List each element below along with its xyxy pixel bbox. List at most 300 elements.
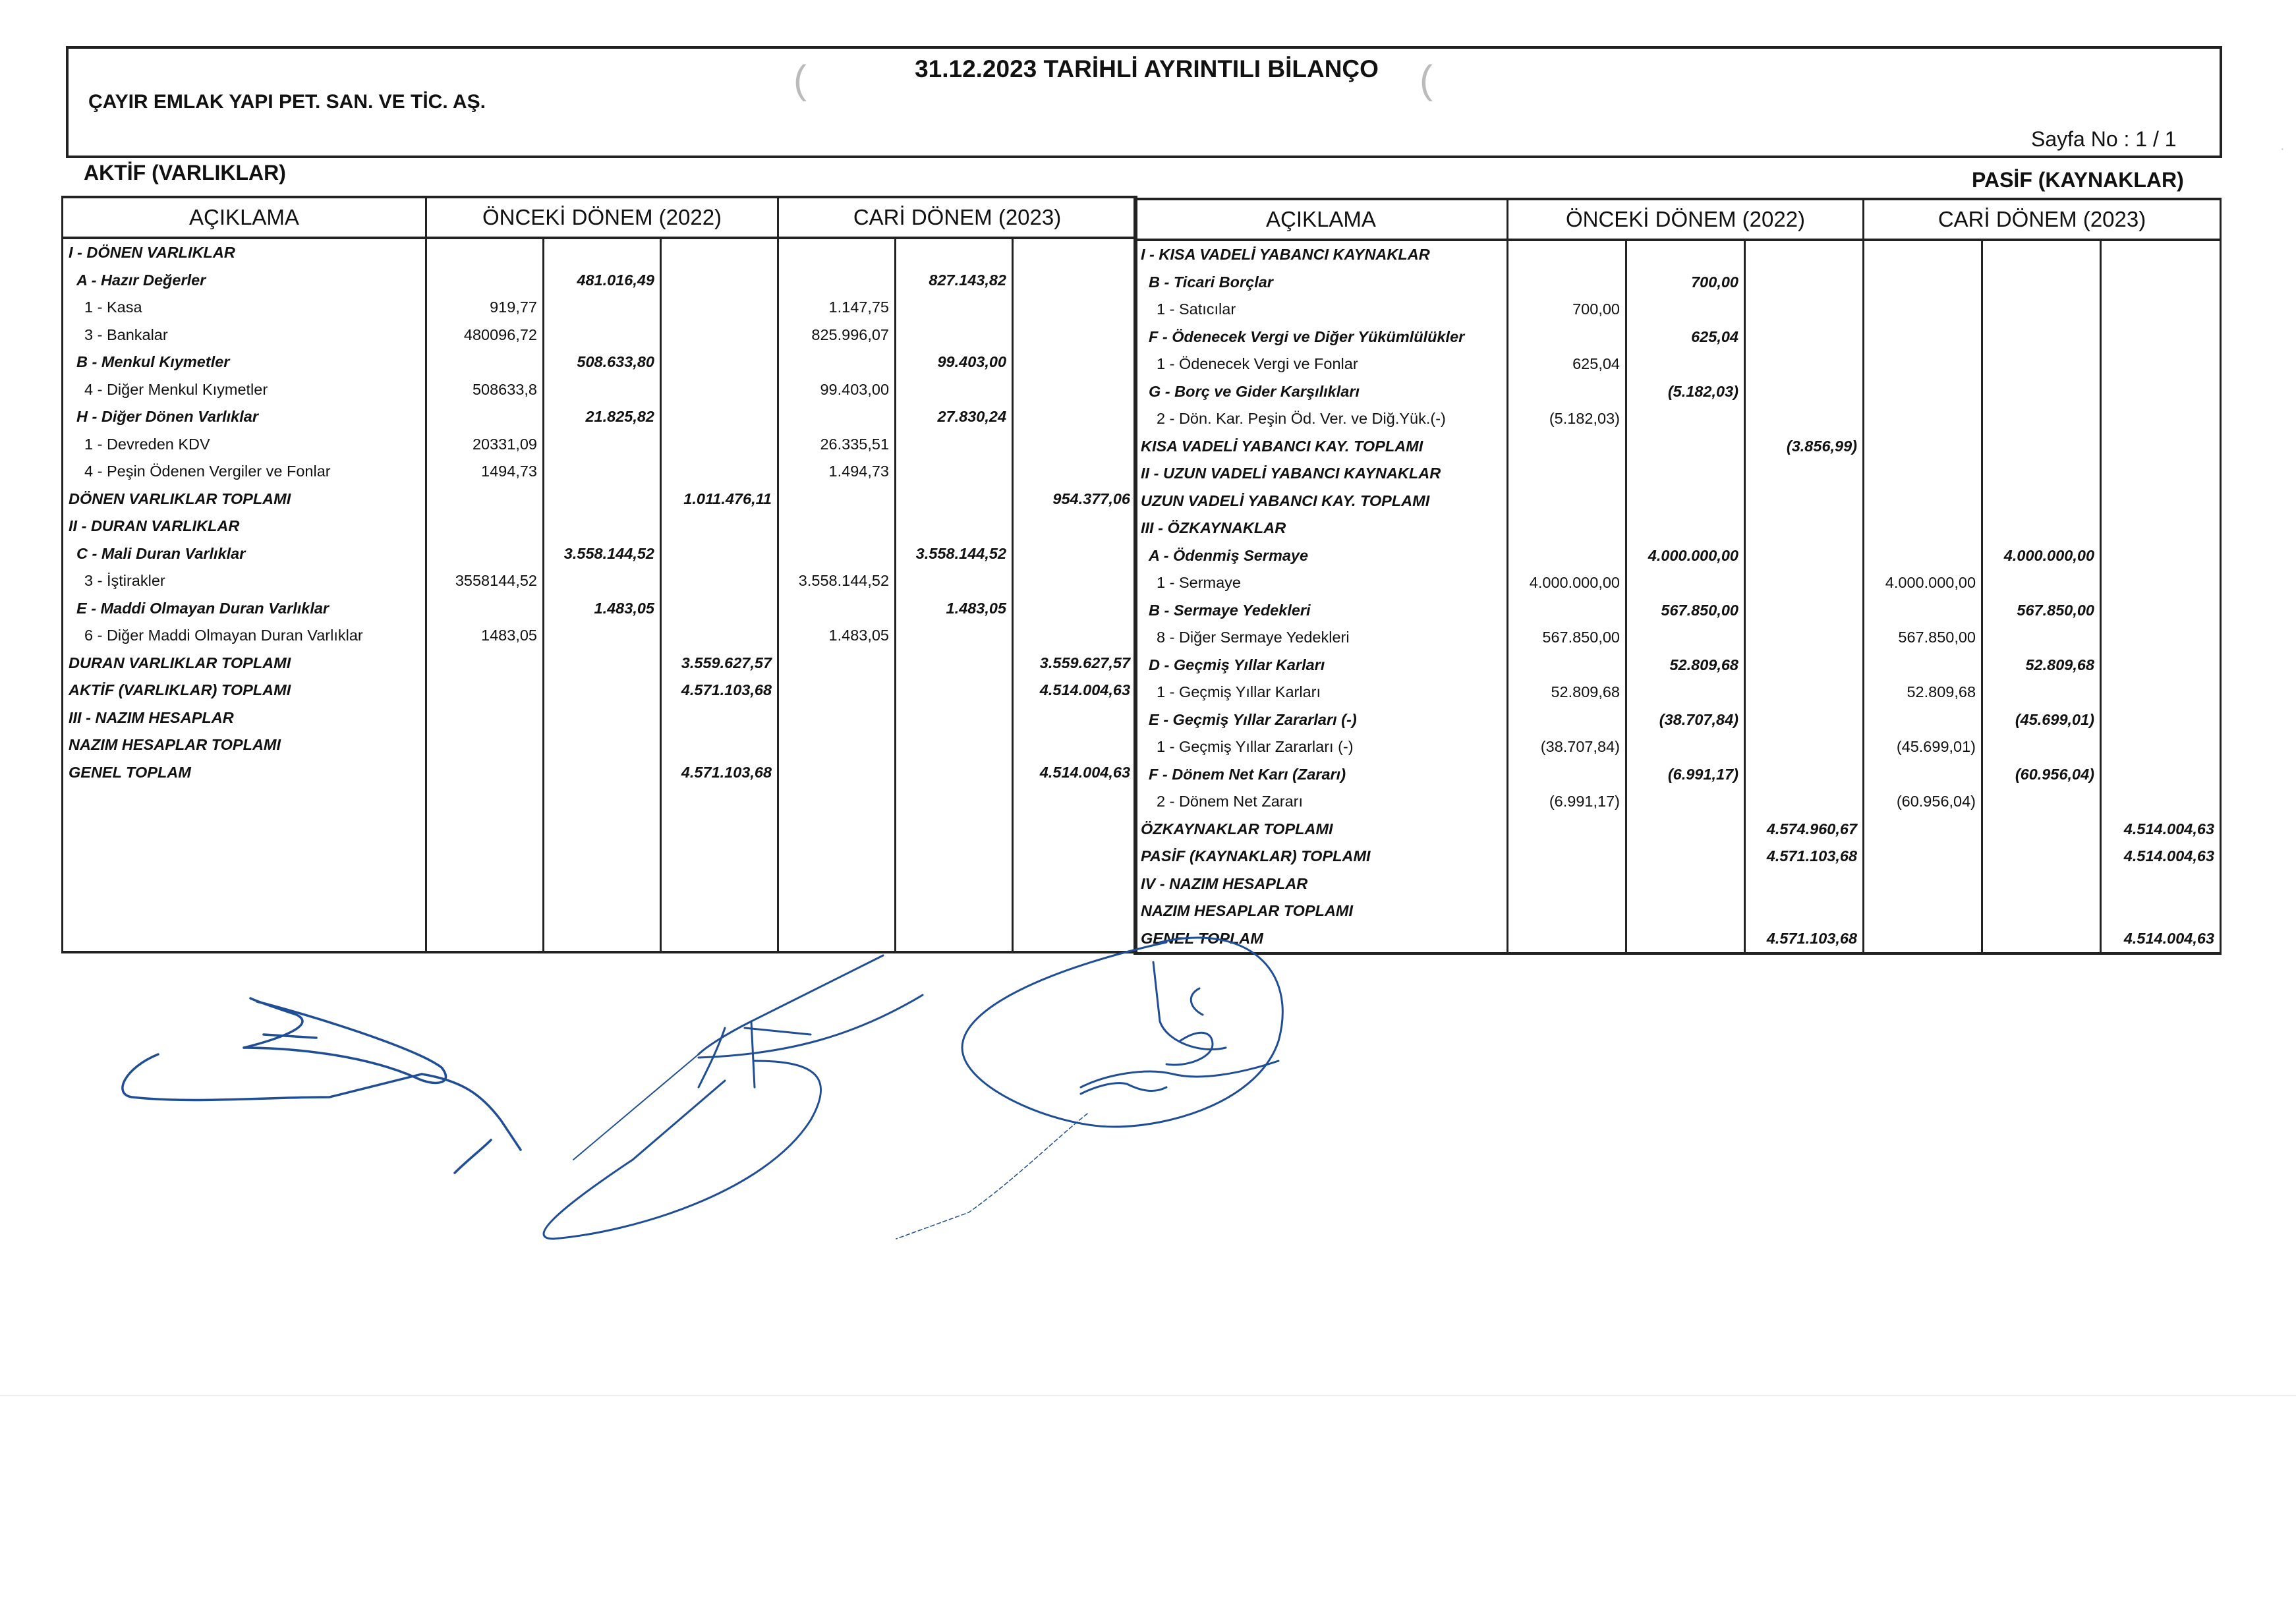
aktif-row-value xyxy=(426,595,544,623)
pasif-row-value xyxy=(2101,897,2221,925)
pasif-row-value xyxy=(1745,542,1864,570)
pasif-row xyxy=(1135,897,2221,925)
pasif-row-value: 4.514.004,63 xyxy=(2101,816,2221,843)
aktif-row xyxy=(63,513,1137,540)
aktif-row xyxy=(63,567,1137,595)
pasif-row xyxy=(1135,488,2221,515)
pasif-row-value xyxy=(1745,788,1864,816)
aktif-row-value xyxy=(661,622,778,650)
aktif-row-value xyxy=(544,458,661,486)
pasif-row-label: ÖZKAYNAKLAR TOPLAMI xyxy=(1135,816,1508,843)
aktif-row-label: DURAN VARLIKLAR TOPLAMI xyxy=(63,650,426,677)
pasif-row-value xyxy=(1982,624,2101,652)
aktif-row-value xyxy=(426,650,544,677)
aktif-row-value xyxy=(896,322,1013,349)
aktif-row-value xyxy=(661,513,778,540)
aktif-row-value xyxy=(426,513,544,540)
pasif-row-value xyxy=(1982,488,2101,515)
pasif-row-value xyxy=(2101,679,2221,706)
aktif-row-value: 20331,09 xyxy=(426,431,544,459)
aktif-row-value xyxy=(778,238,896,267)
aktif-row-value xyxy=(426,349,544,376)
pasif-row-value xyxy=(1982,788,2101,816)
pasif-row xyxy=(1135,569,2221,597)
pasif-row-value xyxy=(1745,624,1864,652)
pasif-row-value xyxy=(1508,324,1626,351)
pasif-row-value xyxy=(1626,296,1745,324)
aktif-row-value xyxy=(426,486,544,513)
pasif-row-value xyxy=(1745,324,1864,351)
aktif-row-value xyxy=(544,376,661,404)
pasif-row-value xyxy=(1864,351,1982,378)
pasif-row xyxy=(1135,405,2221,433)
aktif-empty-row xyxy=(63,786,1137,952)
pasif-row-value xyxy=(1626,897,1745,925)
pasif-row-value xyxy=(1745,652,1864,679)
pasif-row-value xyxy=(1745,897,1864,925)
aktif-row-value xyxy=(1013,322,1137,349)
aktif-empty-cell xyxy=(544,786,661,952)
pasif-row-value xyxy=(2101,269,2221,297)
pasif-row-value: (38.707,84) xyxy=(1508,733,1626,761)
aktif-row-value xyxy=(896,677,1013,704)
pasif-row-value xyxy=(1508,240,1626,269)
aktif-row-value xyxy=(1013,513,1137,540)
pasif-row-value xyxy=(1508,897,1626,925)
pasif-row-value xyxy=(1982,351,2101,378)
aktif-row-value xyxy=(778,704,896,732)
aktif-row-value xyxy=(1013,267,1137,295)
aktif-row-value xyxy=(778,267,896,295)
aktif-body xyxy=(63,238,1137,952)
aktif-row-value: 919,77 xyxy=(426,294,544,322)
pasif-row-value xyxy=(1508,515,1626,542)
aktif-row-value: 481.016,49 xyxy=(544,267,661,295)
aktif-row-value: 4.571.103,68 xyxy=(661,759,778,787)
pasif-row-value: (45.699,01) xyxy=(1864,733,1982,761)
pasif-row-label: II - UZUN VADELİ YABANCI KAYNAKLAR xyxy=(1135,460,1508,488)
aktif-row-value xyxy=(544,622,661,650)
pasif-row-value xyxy=(1745,761,1864,789)
pasif-row-value xyxy=(1864,542,1982,570)
aktif-row-value xyxy=(778,513,896,540)
pasif-row-value xyxy=(1982,433,2101,461)
aktif-empty-cell xyxy=(896,786,1013,952)
pasif-row-value xyxy=(1864,816,1982,843)
pasif-row-value xyxy=(1982,679,2101,706)
aktif-row-value xyxy=(661,731,778,759)
aktif-row-label: 1 - Devreden KDV xyxy=(63,431,426,459)
aktif-row-value xyxy=(661,349,778,376)
aktif-row-value xyxy=(544,294,661,322)
aktif-row-value: 1.483,05 xyxy=(778,622,896,650)
pasif-row-value xyxy=(1864,925,1982,954)
pasif-row-value: 567.850,00 xyxy=(1626,597,1745,625)
aktif-row-label: AKTİF (VARLIKLAR) TOPLAMI xyxy=(63,677,426,704)
pasif-row xyxy=(1135,816,2221,843)
pasif-row-value xyxy=(2101,788,2221,816)
pasif-row-value: (6.991,17) xyxy=(1508,788,1626,816)
pasif-row-label: 1 - Ödenecek Vergi ve Fonlar xyxy=(1135,351,1508,378)
aktif-row-value: 3.558.144,52 xyxy=(896,540,1013,568)
pasif-row-value xyxy=(1982,240,2101,269)
pasif-row-value xyxy=(2101,624,2221,652)
aktif-row-value xyxy=(1013,403,1137,431)
aktif-row-value xyxy=(544,486,661,513)
pasif-row xyxy=(1135,706,2221,734)
aktif-row-value: 1.147,75 xyxy=(778,294,896,322)
signature-3 xyxy=(857,929,1331,1245)
aktif-row-value xyxy=(544,513,661,540)
aktif-row-value xyxy=(544,322,661,349)
aktif-row-label: 3 - Bankalar xyxy=(63,322,426,349)
pasif-heading: PASİF (KAYNAKLAR) xyxy=(1972,168,2184,192)
pasif-row-value xyxy=(1745,569,1864,597)
aktif-row-value xyxy=(896,731,1013,759)
pasif-row-value: 4.571.103,68 xyxy=(1745,925,1864,954)
pasif-row-value xyxy=(1626,870,1745,898)
pasif-row-value xyxy=(1864,843,1982,870)
aktif-row-value xyxy=(1013,540,1137,568)
aktif-row-value xyxy=(544,677,661,704)
aktif-row xyxy=(63,704,1137,732)
pasif-row-label: G - Borç ve Gider Karşılıkları xyxy=(1135,378,1508,406)
pasif-row-label: E - Geçmiş Yıllar Zararları (-) xyxy=(1135,706,1508,734)
aktif-row xyxy=(63,322,1137,349)
pasif-row-label: 1 - Sermaye xyxy=(1135,569,1508,597)
pasif-row xyxy=(1135,843,2221,870)
aktif-row xyxy=(63,595,1137,623)
pasif-row-value xyxy=(1508,597,1626,625)
aktif-row-value xyxy=(1013,294,1137,322)
pasif-row-value xyxy=(1508,542,1626,570)
pasif-row-label: I - KISA VADELİ YABANCI KAYNAKLAR xyxy=(1135,240,1508,269)
pasif-row-value xyxy=(2101,460,2221,488)
aktif-row-value xyxy=(661,595,778,623)
pasif-row-value xyxy=(1982,324,2101,351)
aktif-row xyxy=(63,759,1137,787)
pasif-row-value xyxy=(1626,733,1745,761)
aktif-row-value xyxy=(1013,622,1137,650)
pasif-row xyxy=(1135,296,2221,324)
aktif-row xyxy=(63,349,1137,376)
aktif-row-label: 4 - Diğer Menkul Kıymetler xyxy=(63,376,426,404)
aktif-row xyxy=(63,376,1137,404)
document-title: 31.12.2023 TARİHLİ AYRINTILI BİLANÇO xyxy=(915,55,1379,82)
pasif-row-label: 1 - Geçmiş Yıllar Karları xyxy=(1135,679,1508,706)
pasif-row xyxy=(1135,624,2221,652)
pasif-row-value xyxy=(1626,679,1745,706)
pasif-row-value xyxy=(1508,816,1626,843)
pasif-row-value: 52.809,68 xyxy=(1508,679,1626,706)
aktif-row-value: 3.558.144,52 xyxy=(544,540,661,568)
pasif-table xyxy=(1134,198,2222,955)
pasif-row xyxy=(1135,761,2221,789)
aktif-row-value xyxy=(1013,595,1137,623)
pasif-row-value: 625,04 xyxy=(1626,324,1745,351)
pasif-row-label: F - Dönem Net Karı (Zararı) xyxy=(1135,761,1508,789)
scan-edge-line xyxy=(0,1395,2296,1396)
aktif-row-value xyxy=(1013,458,1137,486)
aktif-empty-cell xyxy=(661,786,778,952)
pasif-row xyxy=(1135,240,2221,269)
pasif-row-value xyxy=(1626,925,1745,954)
aktif-row-value: 825.996,07 xyxy=(778,322,896,349)
aktif-row-value xyxy=(426,677,544,704)
pasif-row xyxy=(1135,870,2221,898)
aktif-row-value xyxy=(426,704,544,732)
aktif-row-value xyxy=(661,267,778,295)
pasif-row xyxy=(1135,733,2221,761)
aktif-row-value: 27.830,24 xyxy=(896,403,1013,431)
pasif-row-value xyxy=(1626,240,1745,269)
pasif-row-value xyxy=(2101,240,2221,269)
aktif-row-label: I - DÖNEN VARLIKLAR xyxy=(63,238,426,267)
aktif-row xyxy=(63,294,1137,322)
pasif-row-value xyxy=(2101,351,2221,378)
aktif-row-value xyxy=(661,540,778,568)
aktif-row-value: 1.011.476,11 xyxy=(661,486,778,513)
pasif-row-value xyxy=(1626,569,1745,597)
pasif-row-value xyxy=(1982,378,2101,406)
aktif-row-value xyxy=(896,458,1013,486)
aktif-empty-cell xyxy=(63,786,426,952)
aktif-row-value xyxy=(544,731,661,759)
aktif-col-aciklama: AÇIKLAMA xyxy=(63,197,426,238)
aktif-row-value xyxy=(778,677,896,704)
aktif-row-value xyxy=(544,704,661,732)
aktif-row-value xyxy=(426,759,544,787)
aktif-row-label: C - Mali Duran Varlıklar xyxy=(63,540,426,568)
aktif-row-value xyxy=(896,376,1013,404)
pasif-row-value xyxy=(1626,624,1745,652)
aktif-row-value xyxy=(661,238,778,267)
pasif-row-label: 2 - Dönem Net Zararı xyxy=(1135,788,1508,816)
pasif-row-value: 700,00 xyxy=(1508,296,1626,324)
aktif-row-value: 508633,8 xyxy=(426,376,544,404)
pasif-row-value xyxy=(1508,870,1626,898)
pasif-row-value xyxy=(1864,515,1982,542)
aktif-row-value xyxy=(896,238,1013,267)
pasif-row-value xyxy=(1745,460,1864,488)
pasif-row-value xyxy=(2101,706,2221,734)
aktif-row-label: 6 - Diğer Maddi Olmayan Duran Varlıklar xyxy=(63,622,426,650)
aktif-row-value: 21.825,82 xyxy=(544,403,661,431)
aktif-row-value: 1494,73 xyxy=(426,458,544,486)
aktif-row-label: H - Diğer Dönen Varlıklar xyxy=(63,403,426,431)
aktif-row-value xyxy=(544,759,661,787)
pasif-row-value xyxy=(1626,488,1745,515)
pasif-row-value: 4.514.004,63 xyxy=(2101,843,2221,870)
pasif-row-value xyxy=(1864,240,1982,269)
aktif-empty-cell xyxy=(1013,786,1137,952)
pasif-row xyxy=(1135,460,2221,488)
pasif-row-value: (45.699,01) xyxy=(1982,706,2101,734)
aktif-row-value xyxy=(778,540,896,568)
aktif-row-value xyxy=(661,458,778,486)
aktif-row-value: 954.377,06 xyxy=(1013,486,1137,513)
aktif-row-value xyxy=(426,540,544,568)
pasif-row-value xyxy=(1982,269,2101,297)
pasif-row-value xyxy=(1745,240,1864,269)
pasif-row-value xyxy=(1864,488,1982,515)
aktif-row-value: 827.143,82 xyxy=(896,267,1013,295)
pasif-row-value xyxy=(1745,488,1864,515)
aktif-row xyxy=(63,267,1137,295)
pasif-row-value xyxy=(1626,816,1745,843)
pasif-row-value xyxy=(1508,652,1626,679)
pasif-row-value xyxy=(1864,378,1982,406)
aktif-row-label: 3 - İştirakler xyxy=(63,567,426,595)
pasif-row-value: 567.850,00 xyxy=(1982,597,2101,625)
pasif-row xyxy=(1135,269,2221,297)
pasif-row-value xyxy=(1864,269,1982,297)
aktif-row-value xyxy=(661,704,778,732)
pasif-row-value xyxy=(1864,897,1982,925)
pasif-row-value xyxy=(1508,925,1626,954)
aktif-row-value xyxy=(544,567,661,595)
aktif-row xyxy=(63,458,1137,486)
pasif-row xyxy=(1135,351,2221,378)
aktif-row xyxy=(63,403,1137,431)
aktif-row-value xyxy=(896,294,1013,322)
pasif-row-value xyxy=(2101,870,2221,898)
pasif-row-label: D - Geçmiş Yıllar Karları xyxy=(1135,652,1508,679)
aktif-row-value xyxy=(778,650,896,677)
pasif-row xyxy=(1135,597,2221,625)
pasif-row-label: B - Sermaye Yedekleri xyxy=(1135,597,1508,625)
aktif-row-label: 1 - Kasa xyxy=(63,294,426,322)
aktif-row-label: GENEL TOPLAM xyxy=(63,759,426,787)
aktif-row-value xyxy=(896,650,1013,677)
aktif-row-value: 99.403,00 xyxy=(778,376,896,404)
aktif-row-value: 3558144,52 xyxy=(426,567,544,595)
pasif-row-value: (5.182,03) xyxy=(1508,405,1626,433)
pasif-row-value: 4.571.103,68 xyxy=(1745,843,1864,870)
aktif-row-label: III - NAZIM HESAPLAR xyxy=(63,704,426,732)
aktif-row-value xyxy=(778,403,896,431)
pasif-row-value xyxy=(2101,597,2221,625)
aktif-row-label: II - DURAN VARLIKLAR xyxy=(63,513,426,540)
aktif-row-value xyxy=(661,403,778,431)
aktif-row-value: 3.559.627,57 xyxy=(661,650,778,677)
pasif-row xyxy=(1135,679,2221,706)
pasif-row-value xyxy=(1982,897,2101,925)
aktif-row-value xyxy=(426,238,544,267)
pasif-row-value xyxy=(1864,433,1982,461)
pasif-row-value xyxy=(1982,925,2101,954)
pasif-row-value xyxy=(1745,733,1864,761)
aktif-row-value xyxy=(896,704,1013,732)
pasif-row-value xyxy=(2101,488,2221,515)
pasif-row-value xyxy=(1745,378,1864,406)
pasif-row-value xyxy=(1982,870,2101,898)
aktif-row-value: 1.483,05 xyxy=(544,595,661,623)
pasif-row-value: (5.182,03) xyxy=(1626,378,1745,406)
pasif-row-label: PASİF (KAYNAKLAR) TOPLAMI xyxy=(1135,843,1508,870)
pasif-row-value xyxy=(1982,843,2101,870)
pasif-row-value: 567.850,00 xyxy=(1508,624,1626,652)
pasif-row-value xyxy=(1864,870,1982,898)
pasif-row-value: (3.856,99) xyxy=(1745,433,1864,461)
pasif-row-value xyxy=(2101,569,2221,597)
pasif-row-value xyxy=(2101,433,2221,461)
pasif-row-value: (60.956,04) xyxy=(1864,788,1982,816)
pasif-row-value xyxy=(2101,296,2221,324)
aktif-row-value xyxy=(544,650,661,677)
pasif-row-value: 52.809,68 xyxy=(1864,679,1982,706)
pasif-row-label: NAZIM HESAPLAR TOPLAMI xyxy=(1135,897,1508,925)
pasif-row-value: 625,04 xyxy=(1508,351,1626,378)
pasif-row-value xyxy=(1745,597,1864,625)
pasif-row-value xyxy=(1626,515,1745,542)
pasif-row-label: III - ÖZKAYNAKLAR xyxy=(1135,515,1508,542)
aktif-row-value xyxy=(896,622,1013,650)
pasif-row xyxy=(1135,515,2221,542)
pasif-row-value xyxy=(1508,269,1626,297)
aktif-row xyxy=(63,540,1137,568)
pasif-row-value xyxy=(1626,351,1745,378)
pasif-row-value xyxy=(1626,843,1745,870)
pasif-row-value xyxy=(1982,816,2101,843)
pasif-row-value xyxy=(1508,843,1626,870)
aktif-row-value xyxy=(661,567,778,595)
pasif-row-value xyxy=(1508,761,1626,789)
aktif-row-value: 26.335,51 xyxy=(778,431,896,459)
pasif-row-value xyxy=(1982,733,2101,761)
pasif-row-value: (38.707,84) xyxy=(1626,706,1745,734)
pasif-row-value xyxy=(1745,351,1864,378)
pasif-row-value xyxy=(1864,460,1982,488)
aktif-row-value: 1483,05 xyxy=(426,622,544,650)
aktif-row-value xyxy=(661,376,778,404)
aktif-empty-cell xyxy=(426,786,544,952)
aktif-row-value xyxy=(896,513,1013,540)
pasif-row-value xyxy=(1745,296,1864,324)
pasif-row-label: B - Ticari Borçlar xyxy=(1135,269,1508,297)
pasif-body xyxy=(1135,240,2221,953)
aktif-row-value: 4.571.103,68 xyxy=(661,677,778,704)
pasif-row-value xyxy=(1626,433,1745,461)
document-header xyxy=(66,46,2222,158)
pasif-row-label: 1 - Geçmiş Yıllar Zararları (-) xyxy=(1135,733,1508,761)
aktif-row-value: 480096,72 xyxy=(426,322,544,349)
aktif-row-value xyxy=(896,567,1013,595)
pasif-row xyxy=(1135,378,2221,406)
scan-mark-right: ( xyxy=(1420,57,1433,101)
aktif-row-value xyxy=(1013,376,1137,404)
aktif-row-value: 3.559.627,57 xyxy=(1013,650,1137,677)
page-number: Sayfa No : 1 / 1 xyxy=(2031,127,2177,151)
aktif-row-value xyxy=(1013,567,1137,595)
pasif-row-value xyxy=(1508,706,1626,734)
pasif-row-value xyxy=(2101,405,2221,433)
pasif-row-value: 52.809,68 xyxy=(1982,652,2101,679)
pasif-row-label: IV - NAZIM HESAPLAR xyxy=(1135,870,1508,898)
aktif-row xyxy=(63,650,1137,677)
pasif-row-label: UZUN VADELİ YABANCI KAY. TOPLAMI xyxy=(1135,488,1508,515)
aktif-row-value xyxy=(778,595,896,623)
pasif-row-value: 700,00 xyxy=(1626,269,1745,297)
pasif-row-label: F - Ödenecek Vergi ve Diğer Yükümlülükler xyxy=(1135,324,1508,351)
pasif-row-value xyxy=(1864,652,1982,679)
aktif-row-label: E - Maddi Olmayan Duran Varlıklar xyxy=(63,595,426,623)
pasif-row-value: 4.000.000,00 xyxy=(1508,569,1626,597)
pasif-row-value xyxy=(2101,761,2221,789)
pasif-row-label: 8 - Diğer Sermaye Yedekleri xyxy=(1135,624,1508,652)
aktif-row-value xyxy=(661,294,778,322)
pasif-row-label: 2 - Dön. Kar. Peşin Öd. Ver. ve Diğ.Yük.(-) xyxy=(1135,405,1508,433)
